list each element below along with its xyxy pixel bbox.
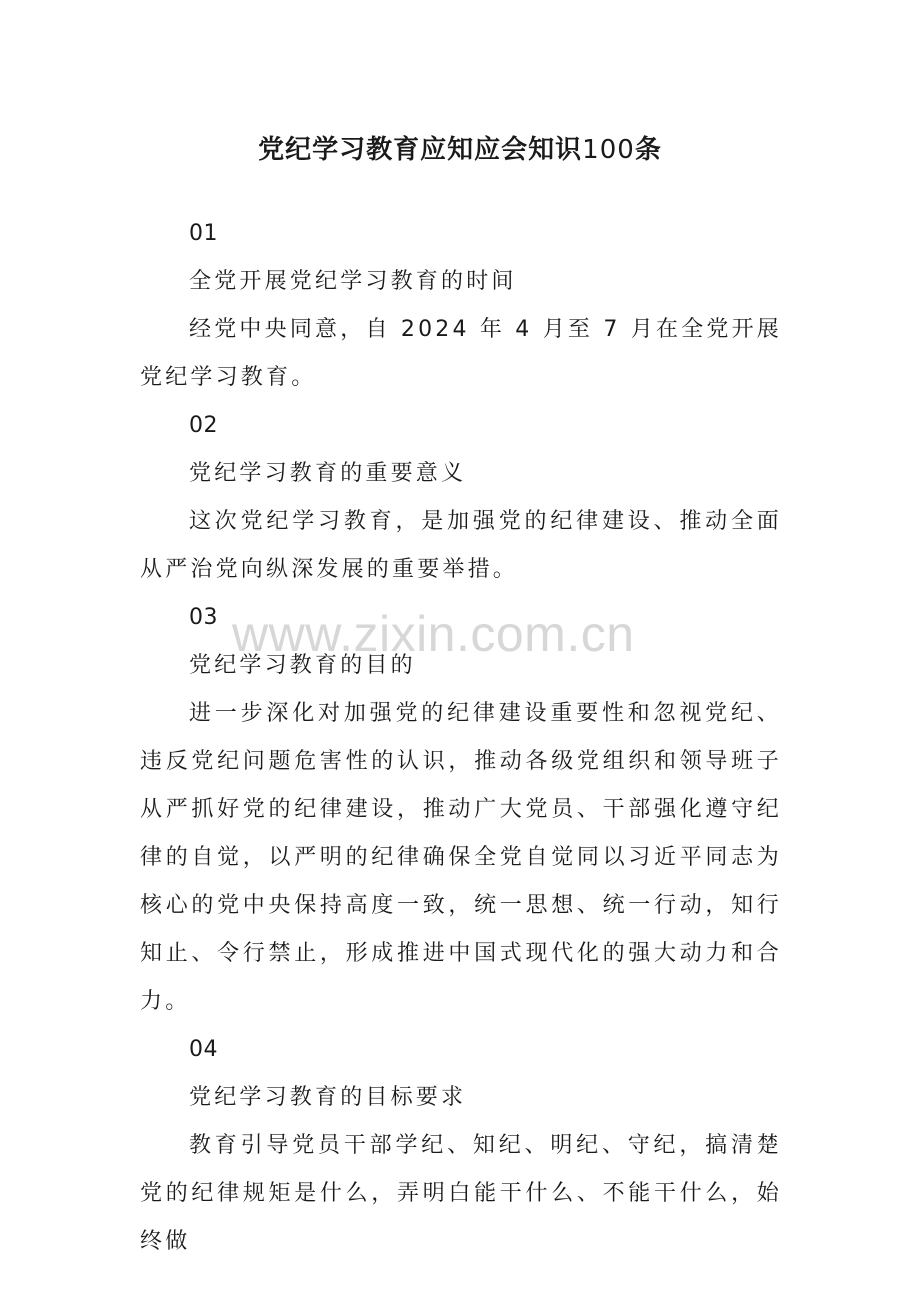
section-body: 这次党纪学习教育，是加强党的纪律建设、推动全面从严治党向纵深发展的重要举措。 <box>140 509 782 582</box>
watermark: www.zixin.com.cn <box>232 606 635 662</box>
document-title <box>0 128 920 172</box>
section-body: 进一步深化对加强党的纪律建设重要性和忽视党纪、违反党纪问题危害性的认识，推动各级党组织和领导班子从严抓好党的纪律建设，推动广大党员、干部强化遵守纪律的自觉，以严明的纪律确保全党自觉同以习近平同志为核心的党中央保持高度一致，统一思想、统一行动，知行知止、令行禁止，形成推进中国式现代化的强大动力和合力。 <box>140 701 782 1014</box>
section-heading: 党纪学习教育的重要意义 <box>189 461 467 486</box>
section-number: 03 <box>189 605 218 630</box>
title-suffix: 条 <box>634 135 662 165</box>
section-heading: 党纪学习教育的目的 <box>189 653 416 678</box>
title-number: 100 <box>582 135 635 165</box>
title-main: 党纪学习教育应知应会知识 <box>258 135 583 165</box>
section-heading: 全党开展党纪学习教育的时间 <box>189 269 517 294</box>
section-number: 01 <box>189 221 218 246</box>
document-body <box>140 210 782 1266</box>
section-heading: 党纪学习教育的目标要求 <box>189 1085 467 1110</box>
section-number: 04 <box>189 1037 218 1062</box>
section-body: 教育引导党员干部学纪、知纪、明纪、守纪，搞清楚党的纪律规矩是什么，弄明白能干什么、不能干什么，始终做 <box>140 1133 782 1254</box>
section-number: 02 <box>189 413 218 438</box>
section-body: 经党中央同意，自 2024 年 4 月至 7 月在全党开展党纪学习教育。 <box>140 317 782 390</box>
